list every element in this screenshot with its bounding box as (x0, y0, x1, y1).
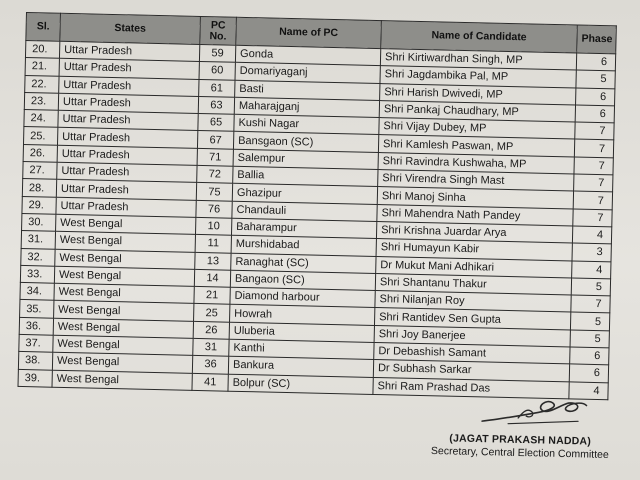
cell-pc-name: Salempur (233, 149, 378, 170)
cell-pc-name: Gonda (235, 45, 380, 66)
cell-state: Uttar Pradesh (57, 162, 197, 182)
cell-pc-name: Ghazipur (232, 184, 377, 205)
cell-state: West Bengal (55, 249, 195, 269)
header-candidate: Name of Candidate (381, 21, 578, 53)
cell-sl: 37. (19, 334, 53, 352)
cell-phase: 5 (571, 278, 610, 296)
cell-pc-no: 21 (194, 287, 230, 305)
cell-sl: 21. (25, 58, 59, 76)
cell-candidate: Shri Pankaj Chaudhary, MP (379, 100, 575, 122)
cell-phase: 6 (576, 88, 615, 106)
cell-pc-name: Maharajganj (234, 97, 379, 118)
handwritten-signature (478, 391, 589, 433)
cell-candidate: Shri Ravindra Kushwaha, MP (378, 152, 574, 174)
cell-sl: 39. (18, 369, 52, 387)
cell-sl: 36. (19, 317, 53, 335)
cell-pc-no: 25 (194, 304, 230, 322)
cell-state: West Bengal (52, 370, 192, 390)
cell-state: Uttar Pradesh (57, 128, 197, 148)
cell-pc-no: 71 (197, 148, 233, 166)
signature-block (407, 389, 633, 461)
cell-candidate: Shri Jagdambika Pal, MP (380, 66, 576, 88)
cell-sl: 31. (21, 231, 55, 249)
cell-state: Uttar Pradesh (59, 41, 199, 61)
cell-candidate: Shri Vijay Dubey, MP (379, 118, 575, 140)
cell-state: West Bengal (54, 266, 194, 286)
cell-candidate: Shri Harish Dwivedi, MP (380, 83, 576, 105)
cell-phase: 5 (576, 70, 615, 88)
cell-state: West Bengal (55, 231, 195, 251)
cell-phase: 5 (570, 312, 609, 330)
cell-candidate: Dr Subhash Sarkar (373, 360, 569, 382)
header-sl: Sl. (26, 13, 61, 42)
header-states: States (60, 13, 201, 44)
cell-pc-no: 63 (198, 96, 234, 114)
cell-pc-no: 36 (192, 356, 228, 374)
cell-pc-name: Ballia (233, 166, 378, 187)
cell-pc-name: Kushi Nagar (234, 114, 379, 135)
header-phase: Phase (577, 25, 617, 54)
cell-candidate: Shri Shantanu Thakur (375, 273, 571, 295)
cell-phase: 6 (569, 364, 608, 382)
cell-pc-no: 13 (195, 252, 231, 270)
cell-pc-name: Bankura (228, 357, 373, 378)
cell-candidate: Shri Kamlesh Paswan, MP (378, 135, 574, 157)
cell-pc-no: 10 (195, 217, 231, 235)
cell-candidate: Shri Ram Prashad Das (373, 377, 569, 399)
cell-candidate: Shri Manoj Sinha (377, 187, 573, 209)
cell-pc-no: 75 (196, 183, 232, 201)
cell-sl: 26. (23, 144, 57, 162)
cell-pc-no: 31 (193, 338, 229, 356)
cell-state: Uttar Pradesh (56, 180, 196, 200)
cell-sl: 24. (24, 110, 58, 128)
cell-pc-name: Basti (235, 80, 380, 101)
cell-candidate: Shri Nilanjan Roy (375, 291, 571, 313)
cell-state: West Bengal (52, 353, 192, 373)
cell-pc-no: 11 (195, 235, 231, 253)
cell-phase: 7 (574, 157, 613, 175)
cell-sl: 27. (23, 162, 57, 180)
cell-phase: 6 (576, 53, 615, 71)
cell-candidate: Dr Debashish Samant (374, 343, 570, 365)
cell-sl: 38. (18, 352, 52, 370)
cell-pc-no: 26 (193, 321, 229, 339)
cell-phase: 4 (572, 226, 611, 244)
cell-pc-name: Uluberia (229, 322, 374, 343)
cell-pc-no: 14 (194, 269, 230, 287)
cell-phase: 4 (572, 261, 611, 279)
header-pc-no: PC No. (200, 16, 237, 45)
header-pc-name: Name of PC (236, 17, 382, 48)
cell-sl: 25. (23, 127, 57, 145)
cell-pc-no: 65 (198, 114, 234, 132)
cell-sl: 32. (21, 248, 55, 266)
cell-pc-name: Howrah (230, 305, 375, 326)
cell-state: Uttar Pradesh (58, 110, 198, 130)
cell-sl: 29. (22, 196, 56, 214)
cell-candidate: Shri Joy Banerjee (374, 325, 570, 347)
cell-pc-name: Bansgaon (SC) (233, 132, 378, 153)
signatory-name: (JAGAT PRAKASH NADDA) (449, 432, 592, 448)
cell-state: West Bengal (53, 335, 193, 355)
cell-state: Uttar Pradesh (57, 145, 197, 165)
cell-pc-no: 59 (199, 44, 235, 62)
cell-pc-no: 67 (197, 131, 233, 149)
cell-candidate: Shri Krishna Juardar Arya (376, 221, 572, 243)
cell-state: West Bengal (54, 301, 194, 321)
cell-phase: 7 (575, 122, 614, 140)
cell-phase: 3 (572, 243, 611, 261)
cell-pc-no: 41 (192, 373, 228, 391)
cell-candidate: Shri Kirtiwardhan Singh, MP (380, 49, 576, 71)
cell-phase: 7 (571, 295, 610, 313)
cell-sl: 34. (20, 283, 54, 301)
cell-pc-name: Bolpur (SC) (228, 374, 373, 395)
cell-phase: 5 (570, 330, 609, 348)
cell-sl: 23. (24, 92, 58, 110)
cell-pc-name: Bangaon (SC) (230, 270, 375, 291)
cell-phase: 4 (569, 382, 608, 400)
cell-pc-name: Baharampur (231, 218, 376, 239)
cell-pc-name: Diamond harbour (230, 287, 375, 308)
cell-sl: 33. (20, 265, 54, 283)
cell-pc-no: 76 (196, 200, 232, 218)
cell-phase: 7 (574, 174, 613, 192)
cell-phase: 7 (573, 191, 612, 209)
cell-candidate: Shri Rantidev Sen Gupta (374, 308, 570, 330)
cell-state: West Bengal (53, 318, 193, 338)
cell-candidate: Shri Mahendra Nath Pandey (377, 204, 573, 226)
cell-pc-name: Chandauli (232, 201, 377, 222)
cell-phase: 6 (570, 347, 609, 365)
cell-phase: 7 (573, 209, 612, 227)
cell-sl: 22. (25, 75, 59, 93)
cell-pc-name: Ranaghat (SC) (231, 253, 376, 274)
table-body (18, 41, 616, 400)
cell-state: West Bengal (54, 283, 194, 303)
cell-pc-no: 60 (199, 62, 235, 80)
candidate-list-sheet (17, 12, 615, 400)
cell-sl: 30. (22, 213, 56, 231)
cell-state: Uttar Pradesh (59, 76, 199, 96)
cell-state: Uttar Pradesh (56, 197, 196, 217)
cell-sl: 28. (22, 179, 56, 197)
cell-pc-no: 61 (199, 79, 235, 97)
cell-state: Uttar Pradesh (59, 59, 199, 79)
cell-pc-name: Murshidabad (231, 235, 376, 256)
cell-pc-no: 72 (197, 165, 233, 183)
cell-state: West Bengal (56, 214, 196, 234)
cell-phase: 7 (574, 139, 613, 157)
candidate-table (17, 12, 616, 400)
cell-phase: 6 (575, 105, 614, 123)
cell-candidate: Shri Humayun Kabir (376, 239, 572, 261)
cell-pc-name: Domariyaganj (235, 63, 380, 84)
cell-state: Uttar Pradesh (58, 93, 198, 113)
cell-sl: 35. (20, 300, 54, 318)
cell-candidate: Shri Virendra Singh Mast (378, 170, 574, 192)
cell-pc-name: Kanthi (229, 339, 374, 360)
cell-candidate: Dr Mukut Mani Adhikari (376, 256, 572, 278)
cell-sl: 20. (25, 41, 59, 59)
signatory-title: Secretary, Central Election Committee (430, 444, 609, 462)
